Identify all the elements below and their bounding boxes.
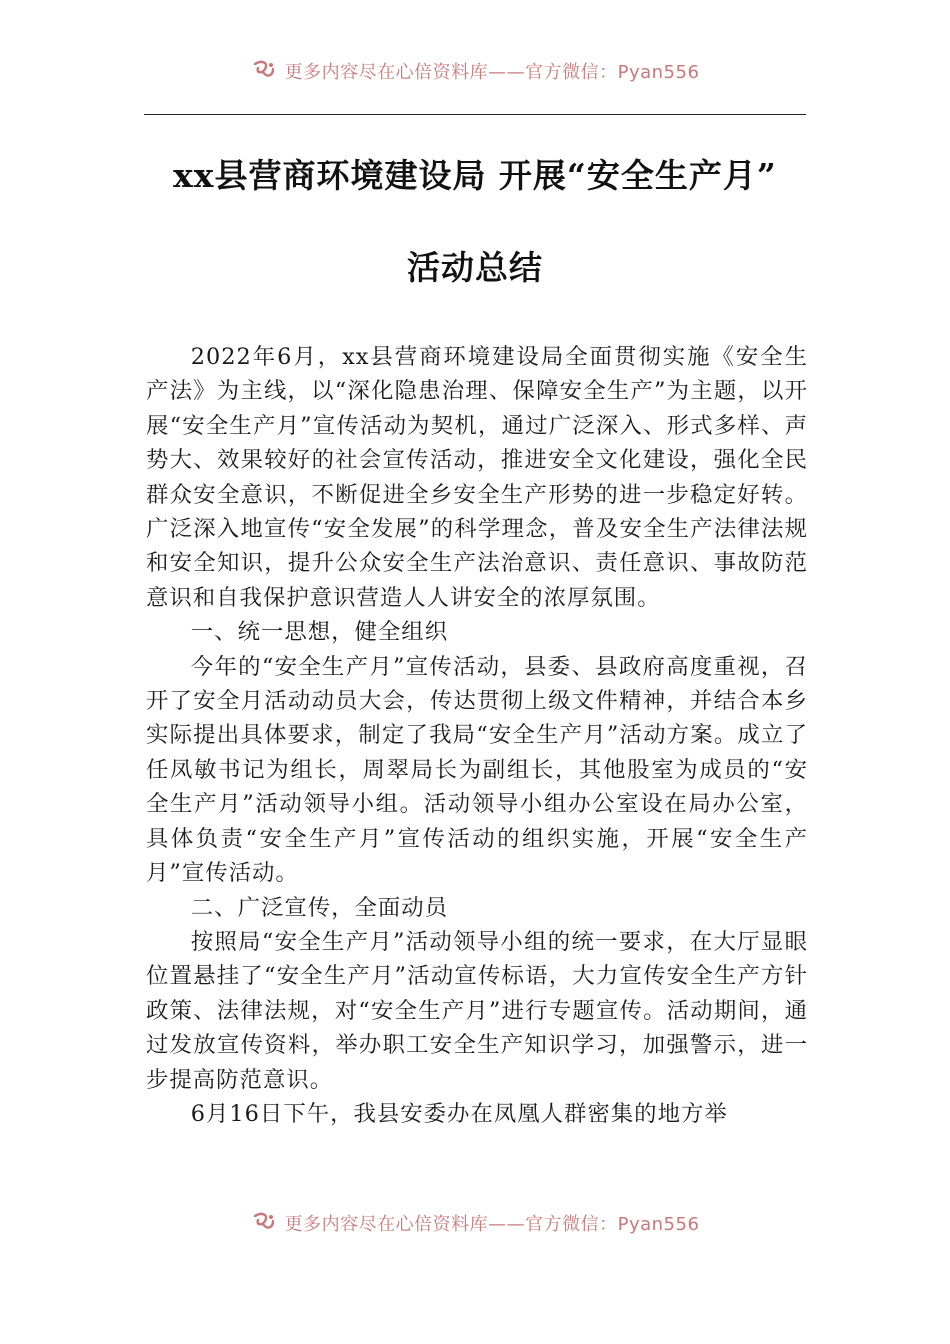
- watermark-text: 更多内容尽在心倍资料库——官方微信：Pyan556: [284, 62, 700, 83]
- paragraph-section2-continued: 6月16日下午，我县安委办在凤凰人群密集的地方举: [190, 1100, 728, 1127]
- header-rule: [144, 114, 806, 115]
- watermark-footer: [0, 1210, 950, 1236]
- section-heading-2: 二、广泛宣传，全面动员: [190, 894, 449, 921]
- paragraph-intro: 2022年6月，xx县营商环境建设局全面贯彻实施《安全生产法》为主线，以“深化隐患治理、保障安全生产”为主题，以开展“安全生产月”宣传活动为契机，通过广泛深入、形式多样、声势大、效果较好的社会宣传活动，推进安全文化建设，强化全民群众安全意识，不断促进全乡安全生产形势的进一步稳定好转。广泛深入地宣传“安全发展”的科学理念，普及安全生产法律法规和安全知识，提升公众安全生产法治意识、责任意识、事故防范意识和自我保护意识营造人人讲安全的浓厚氛围。: [146, 344, 808, 611]
- watermark-header: [0, 58, 950, 84]
- document-title-line1: xx县营商环境建设局 开展“安全生产月”: [173, 156, 777, 195]
- watermark-logo-icon: [251, 1212, 277, 1234]
- watermark-text: 更多内容尽在心倍资料库——官方微信：Pyan556: [284, 1214, 700, 1235]
- document-title-line2: 活动总结: [407, 248, 543, 287]
- section-heading-1: 一、统一思想，健全组织: [190, 619, 449, 646]
- watermark-logo-icon: [251, 60, 277, 82]
- paragraph-section1: 今年的“安全生产月”宣传活动，县委、县政府高度重视，召开了安全月活动动员大会，传达贯彻上级文件精神，并结合本乡实际提出具体要求，制定了我局“安全生产月”活动方案。成立了任凤敏书记为组长，周翠局长为副组长，其他股室为成员的“安全生产月”活动领导小组。活动领导小组办公室设在局办公室，具体负责“安全生产月”宣传活动的组织实施，开展“安全生产月”宣传活动。: [146, 653, 808, 887]
- document-body: [146, 340, 808, 1131]
- paragraph-section2: 按照局“安全生产月”活动领导小组的统一要求，在大厅显眼位置悬挂了“安全生产月”活动宣传标语，大力宣传安全生产方针政策、法律法规，对“安全生产月”进行专题宣传。活动期间，通过发放宣传资料，举办职工安全生产知识学习，加强警示，进一步提高防范意识。: [146, 928, 808, 1093]
